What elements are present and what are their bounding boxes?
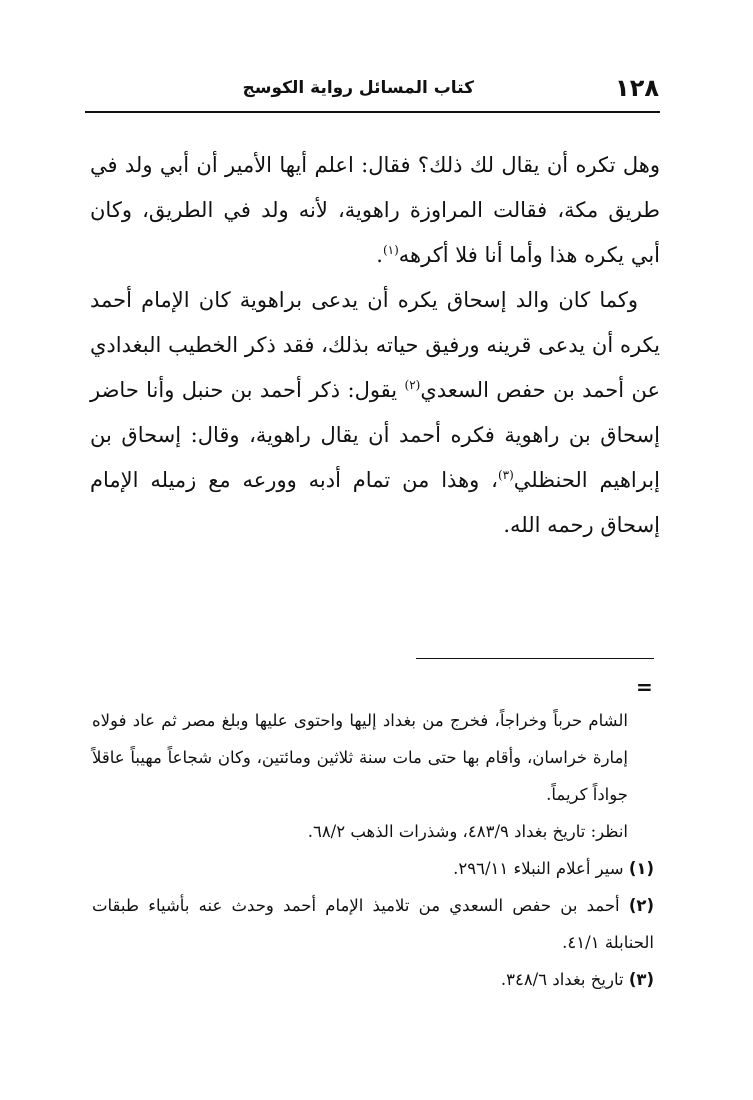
paragraph-1 — [90, 143, 660, 278]
page-number: ١٢٨ — [615, 74, 659, 102]
footnote-2 — [92, 887, 654, 961]
footnote-ref-1: (١) — [382, 243, 399, 257]
footnote-1-text: سير أعلام النبلاء ٢٩٦/١١. — [453, 859, 629, 878]
paragraph-1-end: . — [376, 243, 383, 267]
main-text — [90, 143, 660, 548]
footnote-1-number: (١) — [628, 859, 654, 878]
running-title: كتاب المسائل رواية الكوسج — [242, 78, 474, 98]
footnote-continued-text: الشام حرباً وخراجاً، فخرج من بغداد إليها واحتوى عليها وبلغ مصر ثم عاد فولاه إمارة خراسان، وأقام بها حتى مات سنة ثلاثين ومائتين، وكان شجاعاً مهيباً عاقلاً جواداً كريماً. — [92, 711, 628, 804]
footnote-ref-2: (٢) — [404, 378, 421, 392]
paragraph-2 — [90, 278, 660, 548]
footnote-continuation-mark: = — [636, 675, 653, 699]
paragraph-2-text-b: يقول: ذكر أحمد بن حنبل وأنا حاضر إسحاق بن راهوية فكره أحمد أن يقال راهوية، وقال: إسحاق بن إبراهيم الحنظلي — [90, 378, 660, 492]
footnote-3 — [92, 961, 654, 998]
footnote-2-number: (٢) — [628, 896, 654, 915]
footnote-2-text: أحمد بن حفص السعدي من تلاميذ الإمام أحمد وحدث عنه بأشياء طبقات الحنابلة ٤١/١. — [92, 896, 654, 952]
paragraph-2-text-c: ، وهذا من تمام أدبه وورعه مع زميله الإمام إسحاق رحمه الله. — [90, 468, 660, 537]
footnote-separator — [416, 658, 654, 659]
page-header — [85, 72, 659, 112]
footnote-3-number: (٣) — [628, 970, 654, 989]
footnote-ref-3: (٣) — [497, 468, 514, 482]
header-rule — [85, 111, 660, 113]
paragraph-1-text: وهل تكره أن يقال لك ذلك؟ فقال: اعلم أيها الأمير أن أبي ولد في طريق مكة، فقالت المراوزة راهوية، لأنه ولد في الطريق، وكان أبي يكره هذا وأما أنا فلا أكرهه — [90, 153, 660, 267]
footnotes — [92, 702, 654, 998]
footnote-3-text: تاريخ بغداد ٣٤٨/٦. — [500, 970, 629, 989]
footnote-source-note: انظر: تاريخ بغداد ٤٨٣/٩، وشذرات الذهب ٦٨/٢. — [307, 822, 628, 841]
footnote-1 — [92, 850, 654, 887]
paragraph-2-text-a: وكما كان والد إسحاق يكره أن يدعى براهوية كان الإمام أحمد يكره أن يدعى قرينه ورفيق حياته بذلك، فقد ذكر الخطيب البغدادي عن أحمد بن حفص السعدي — [90, 288, 661, 402]
